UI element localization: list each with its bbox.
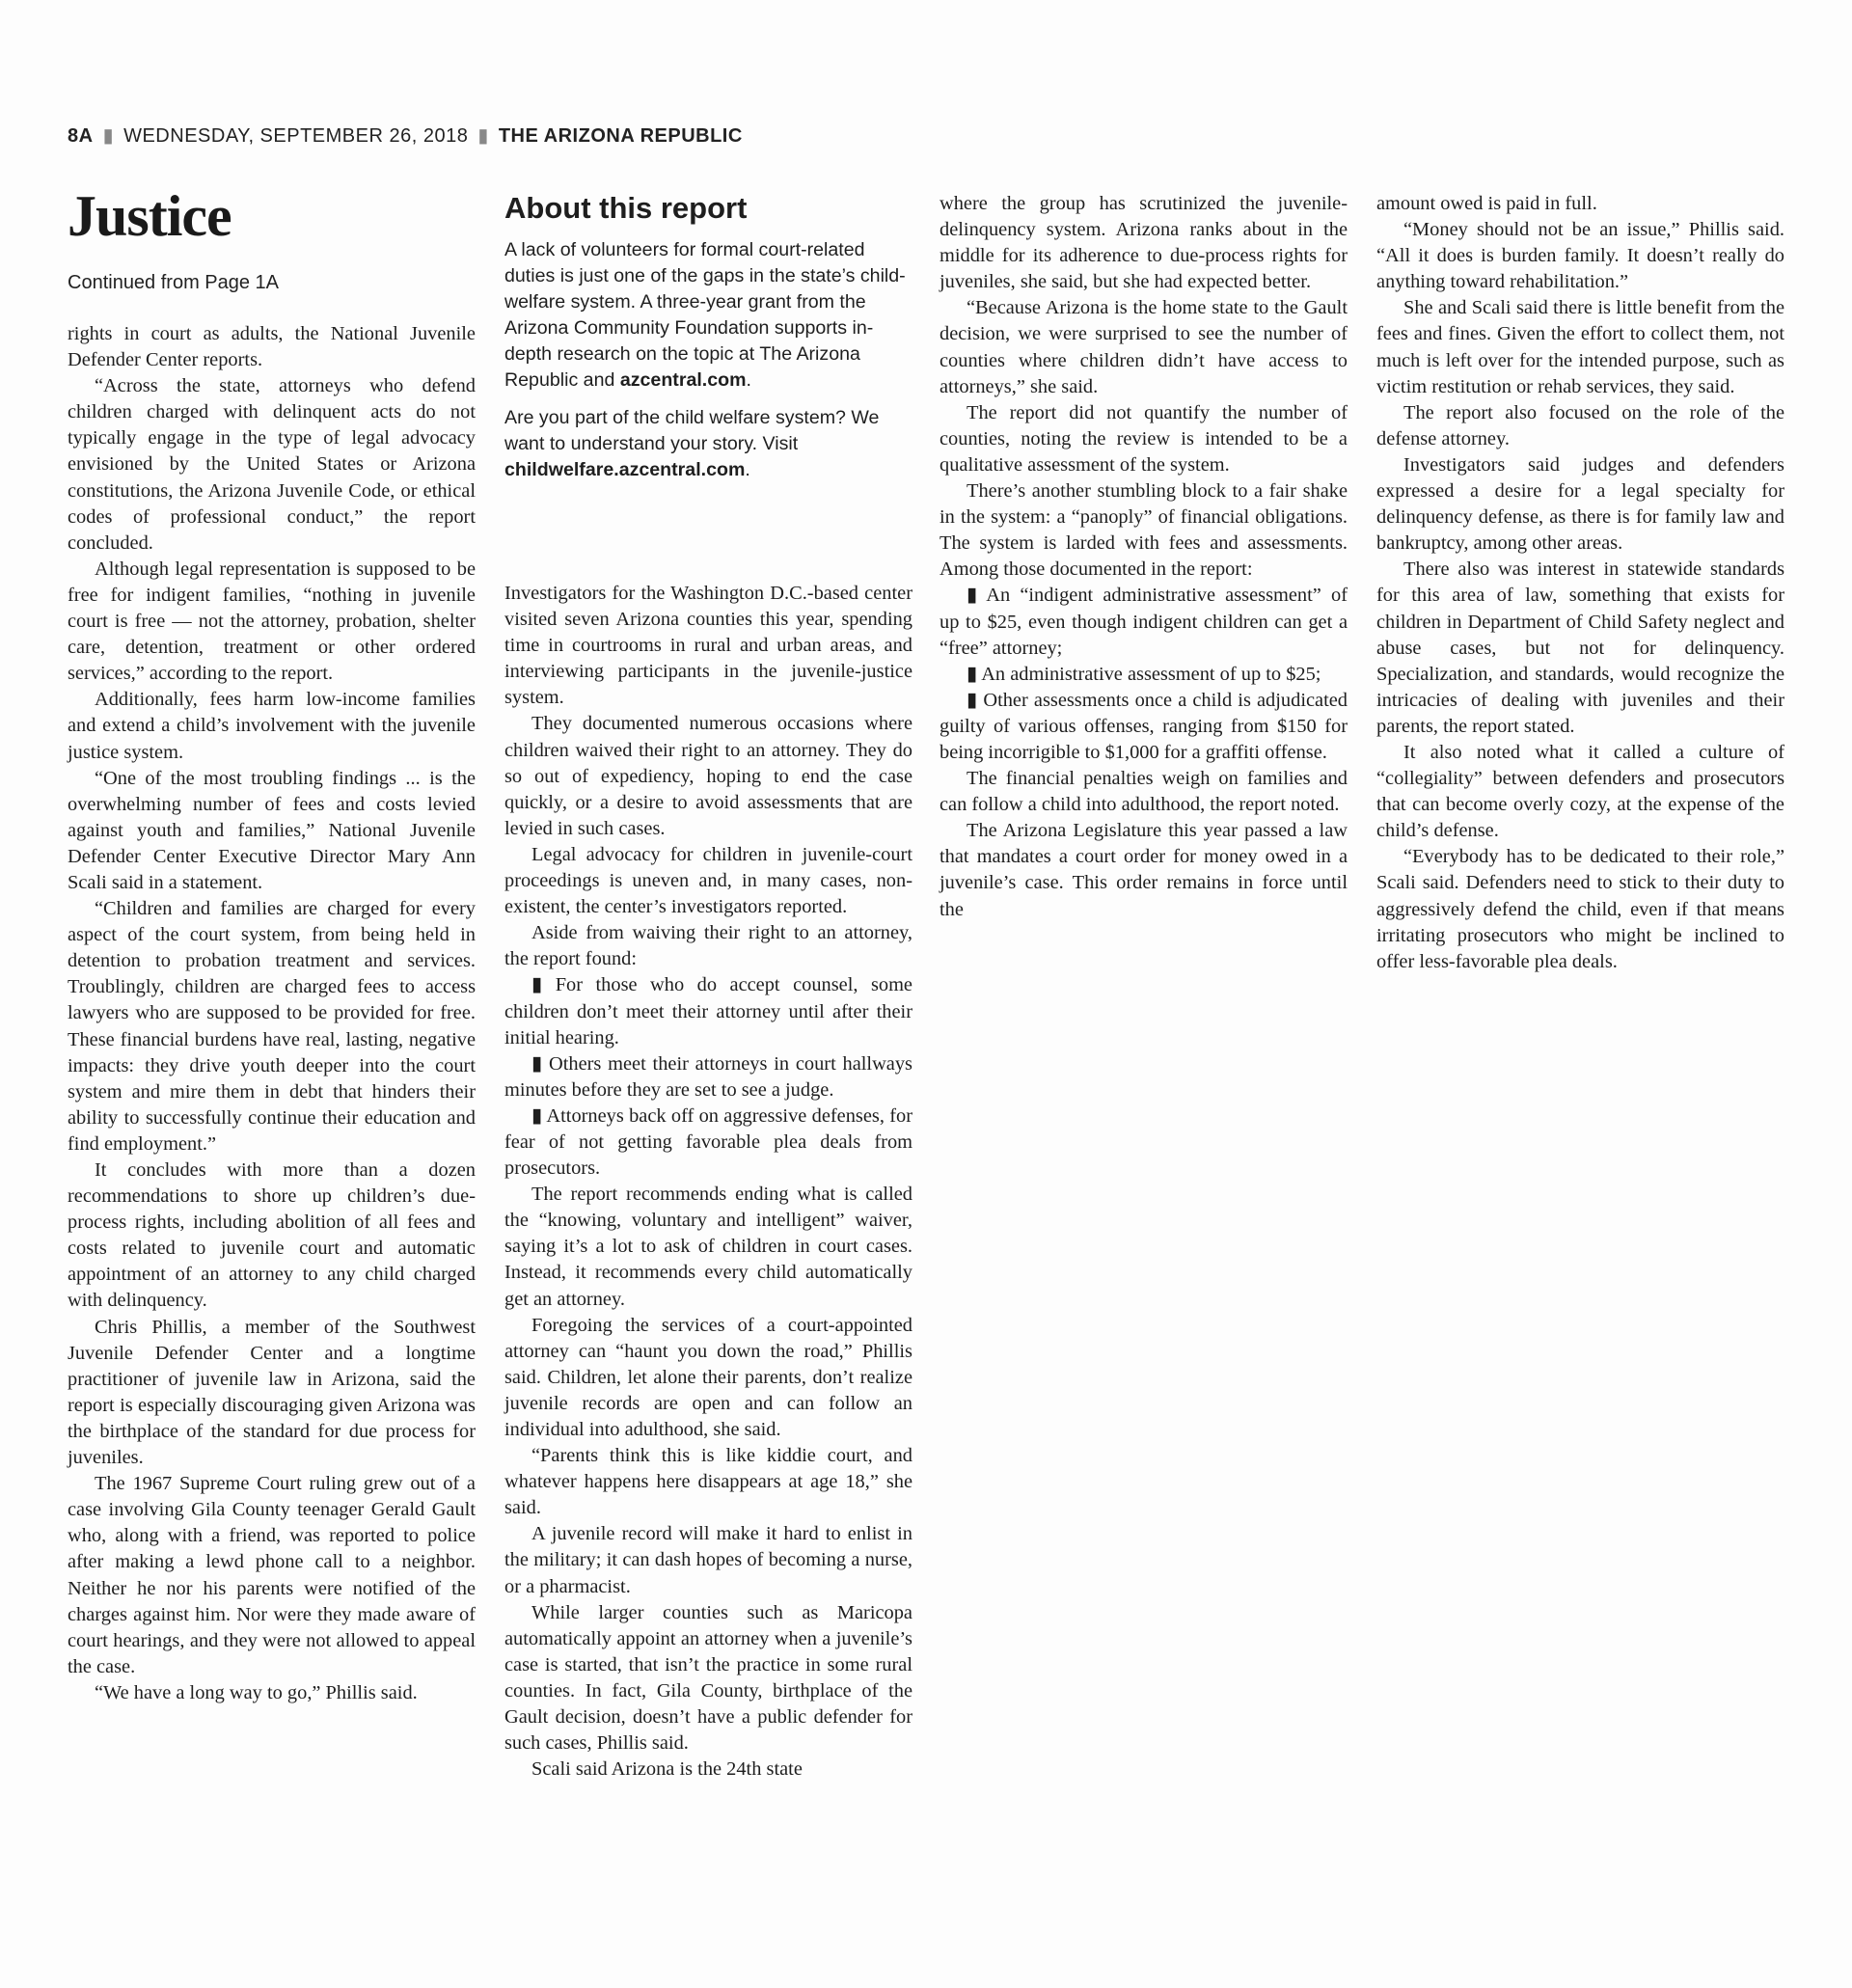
article-column-4: [1376, 191, 1784, 975]
childwelfare-link[interactable]: childwelfare.azcentral.com: [504, 459, 746, 480]
article-paragraph: It also noted what it called a culture of “collegiality” between defenders and prosecutors that can become overly cozy, at the expense of the child’s defense.: [1376, 741, 1784, 842]
folio-line: [68, 123, 743, 148]
article-paragraph: Investigators for the Washington D.C.-based center visited seven Arizona counties this year, spending time in courtrooms in rural and urban areas, and interviewing participants in the juvenile-justice system.: [504, 583, 912, 709]
article-paragraph: “We have a long way to go,” Phillis said.: [95, 1681, 418, 1703]
article-paragraph: “Children and families are charged for every aspect of the court system, from being held in detention to probation treatment and services. Troublingly, children are charged fees to access lawyers who are supposed to be provided for free. These financial burdens have real, lasting, negative impacts: they drive youth deeper into the court system and mire them in debt that hinders their ability to successfully continue their education and find employment.”: [68, 898, 476, 1155]
paper-name: THE ARIZONA REPUBLIC: [498, 125, 743, 147]
article-paragraph: ▮ Other assessments once a child is adjudicated guilty of various offenses, ranging from $150 for being incorrigible to $1,000 for a graffiti offense.: [940, 689, 1348, 763]
article-paragraph: There’s another stumbling block to a fair shake in the system: a “panoply” of financial obligations. The system is larded with fees and assessments. Among those documented in the report:: [940, 480, 1348, 581]
about-title: About this report: [504, 191, 748, 225]
page-number: 8A: [68, 125, 94, 147]
article-paragraph: “Across the state, attorneys who defend children charged with delinquent acts do not typically engage in the type of legal advocacy envisioned by the United States or Arizona constitutions, the Arizona Juvenile Code, or ethical codes of professional conduct,” the report concluded.: [68, 375, 476, 554]
article-paragraph: “Parents think this is like kiddie court, and whatever happens here disappears at age 18,” she said.: [504, 1445, 912, 1519]
article-paragraph: Legal advocacy for children in juvenile-court proceedings is uneven and, in many cases, non-existent, the center’s investigators reported.: [504, 843, 912, 918]
article-paragraph: “One of the most troubling findings ... is the overwhelming number of fees and costs levied against youth and families,” National Juvenile Defender Center Executive Director Mary Ann Scali said in a statement.: [68, 767, 476, 893]
issue-date: WEDNESDAY, SEPTEMBER 26, 2018: [123, 125, 469, 147]
about-paragraph: A lack of volunteers for formal court-related duties is just one of the gaps in the state’s child-welfare system. A three-year grant from the Arizona Community Foundation supports in-depth research on the topic at The Arizona Republic and azcentral.com.: [504, 239, 906, 391]
article-paragraph: amount owed is paid in full.: [1376, 193, 1597, 214]
separator: ▮: [477, 125, 489, 147]
article-paragraph: The financial penalties weigh on families and can follow a child into adulthood, the report noted.: [940, 768, 1348, 816]
article-paragraph: “Because Arizona is the home state to the Gault decision, we were surprised to see the number of counties where children didn’t have access to attorneys,” she said.: [940, 297, 1348, 397]
article-paragraph: “Money should not be an issue,” Phillis said. “All it does is burden family. It doesn’t really do anything toward rehabilitation.”: [1376, 219, 1784, 293]
article-paragraph: ▮ An “indigent administrative assessment” of up to $25, even though indigent children can get a “free” attorney;: [940, 585, 1348, 659]
article-paragraph: Although legal representation is supposed to be free for indigent families, “nothing in juvenile court is free — not the attorney, probation, shelter care, detention, treatment or other ordered services,” according to the report.: [68, 558, 476, 685]
article-paragraph: ▮ For those who do accept counsel, some children don’t meet their attorney until after their initial hearing.: [504, 974, 912, 1048]
azcentral-link[interactable]: azcentral.com: [619, 369, 747, 391]
headline: Justice: [68, 184, 232, 248]
jump-line: Continued from Page 1A: [68, 272, 280, 293]
article-paragraph: Foregoing the services of a court-appointed attorney can “haunt you down the road,” Phillis said. Children, let alone their parents, don’t realize juvenile records are open and can follow an individual into adulthood, she said.: [504, 1314, 912, 1440]
article-paragraph: The Arizona Legislature this year passed a law that mandates a court order for money owed in a juvenile’s case. This order remains in force until the: [940, 820, 1348, 920]
article-paragraph: ▮ Others meet their attorneys in court hallways minutes before they are set to see a judge.: [504, 1052, 912, 1101]
about-this-report-box: [504, 191, 919, 495]
article-paragraph: Investigators said judges and defenders expressed a desire for a legal specialty for delinquency defense, as there is for family law and bankruptcy, among other areas.: [1376, 453, 1784, 555]
article-paragraph: ▮ Attorneys back off on aggressive defenses, for fear of not getting favorable plea deals from prosecutors.: [504, 1104, 912, 1180]
article-column-2: [504, 581, 912, 1783]
article-paragraph: The 1967 Supreme Court ruling grew out of a case involving Gila County teenager Gerald Gault who, along with a friend, was reported to police after making a lewd phone call to a neighbor. Neither he nor his parents were notified of the charges against him. Nor were they made aware of court hearings, and they were not allowed to appeal the case.: [68, 1473, 476, 1677]
article-paragraph: ▮ An administrative assessment of up to $25;: [967, 663, 1321, 685]
article-paragraph: She and Scali said there is little benefit from the fees and fines. Given the effort to collect them, not much is left over for the intended purpose, such as victim restitution or rehab services, they said.: [1376, 297, 1784, 397]
article-paragraph: There also was interest in statewide standards for this area of law, something that exists for children in Department of Child Safety neglect and abuse cases, but not for delinquency. Specialization, and standards, would recognize the intricacies of dealing with juveniles and their parents, the report stated.: [1376, 558, 1784, 737]
about-paragraph: Are you part of the child welfare system? We want to understand your story. Visit childwelfare.azcentral.com.: [504, 407, 880, 480]
article-paragraph: Chris Phillis, a member of the Southwest Juvenile Defender Center and a longtime practitioner of juvenile law in Arizona, said the report is especially discouraging given Arizona was the birthplace of the standard for due process for juveniles.: [68, 1316, 476, 1469]
article-paragraph: A juvenile record will make it hard to enlist in the military; it can dash hopes of becoming a nurse, or a pharmacist.: [504, 1523, 912, 1597]
article-paragraph: The report recommends ending what is called the “knowing, voluntary and intelligent” waiver, saying it’s a lot to ask of children in court cases. Instead, it recommends every child automatically get an attorney.: [504, 1184, 912, 1310]
article-paragraph: Aside from waiving their right to an attorney, the report found:: [504, 922, 912, 970]
article-paragraph: Scali said Arizona is the 24th state: [531, 1758, 803, 1781]
article-column-3: [940, 191, 1348, 923]
article-paragraph: The report also focused on the role of the defense attorney.: [1376, 401, 1784, 449]
article-paragraph: “Everybody has to be dedicated to their role,” Scali said. Defenders need to stick to their duty to aggressively defend the child, even if that means irritating prosecutors who might be inclined to offer less-favorable plea deals.: [1376, 846, 1784, 972]
separator: ▮: [102, 125, 115, 147]
article-paragraph: The report did not quantify the number of counties, noting the review is intended to be a qualitative assessment of the system.: [940, 401, 1348, 476]
article-paragraph: It concludes with more than a dozen recommendations to shore up children’s due-process rights, including abolition of all fees and costs related to juvenile court and automatic appointment of an attorney to any child charged with delinquency.: [68, 1159, 476, 1312]
article-paragraph: They documented numerous occasions where children waived their right to an attorney. They do so out of expediency, hoping to end the case quickly, or a desire to avoid assessments that are levied in such cases.: [504, 713, 912, 839]
article-column-1: [68, 321, 476, 1706]
article-paragraph: rights in court as adults, the National Juvenile Defender Center reports.: [68, 323, 476, 371]
article-paragraph: Additionally, fees harm low-income families and extend a child’s involvement with the juvenile justice system.: [68, 689, 476, 763]
article-paragraph: where the group has scrutinized the juvenile-delinquency system. Arizona ranks about in the middle for its adherence to due-process rights for juveniles, she said, but she had expected better.: [940, 193, 1348, 293]
article-paragraph: While larger counties such as Maricopa automatically appoint an attorney when a juvenile’s case is started, that isn’t the practice in some rural counties. In fact, Gila County, birthplace of the Gault decision, doesn’t have a public defender for such cases, Phillis said.: [504, 1601, 912, 1755]
